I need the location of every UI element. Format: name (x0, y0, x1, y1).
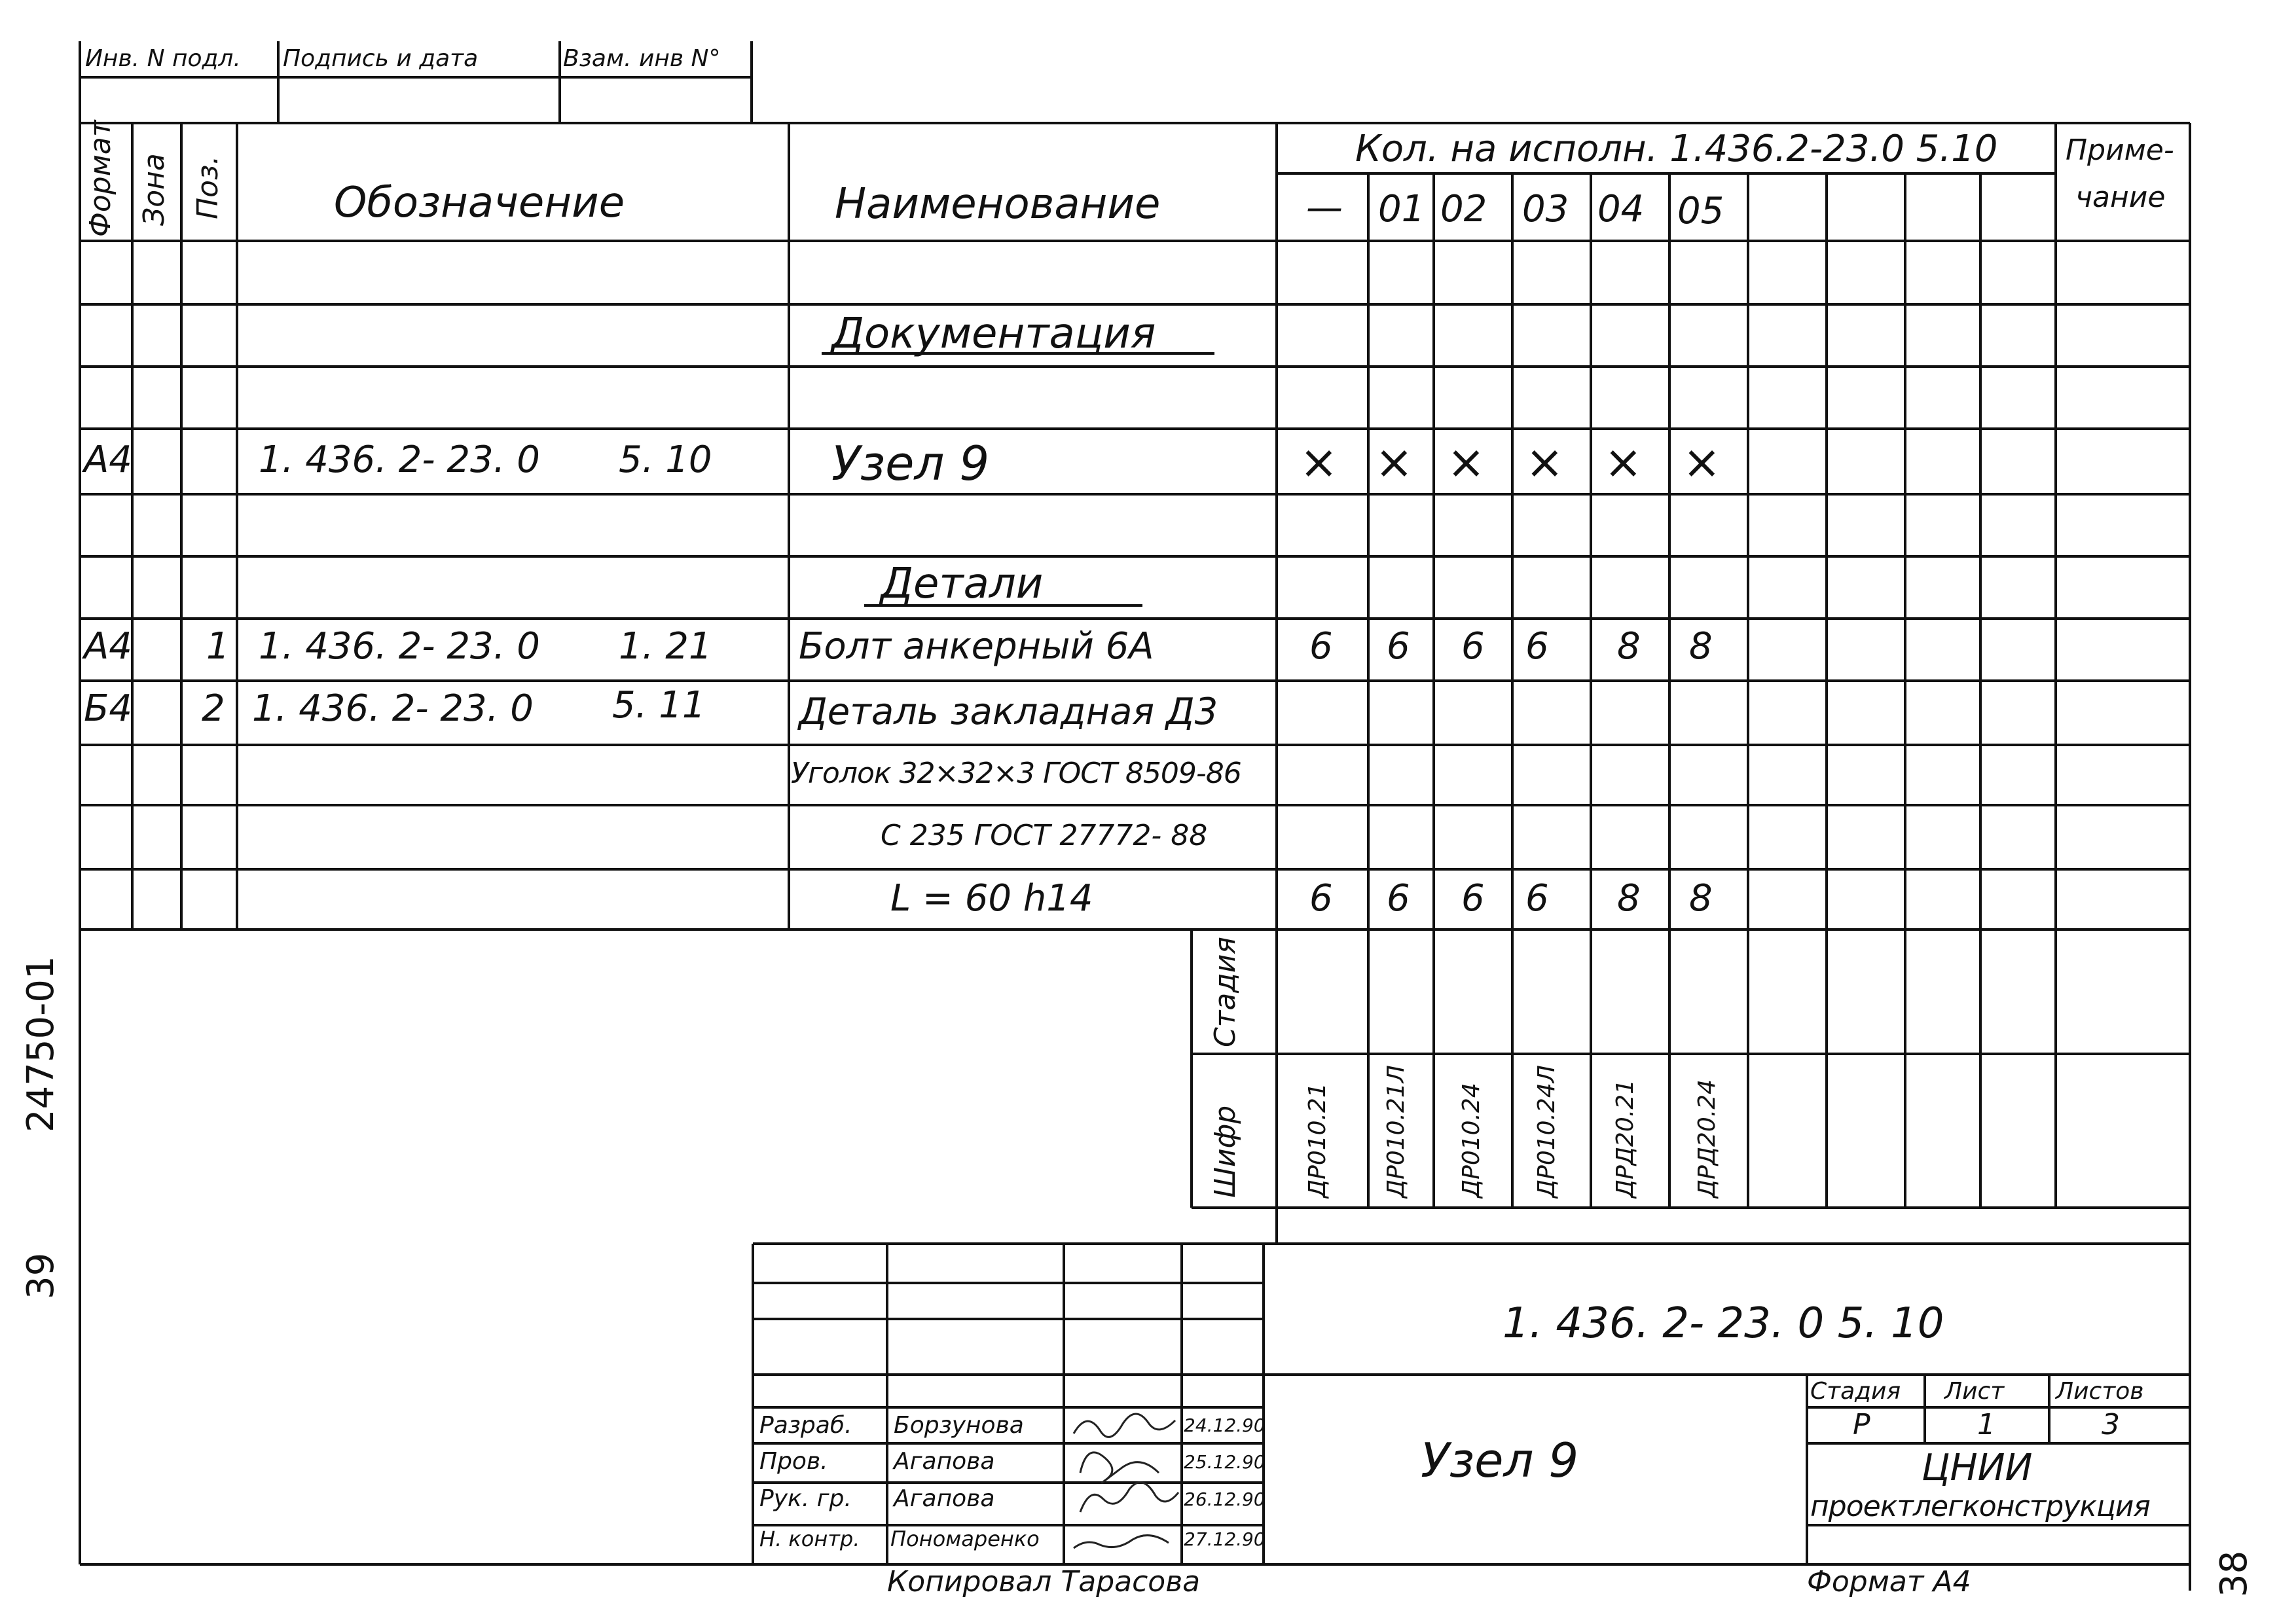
inv-podl-label: Инв. N подл. (85, 45, 241, 72)
tb-listov-value: 3 (2102, 1408, 2120, 1441)
part1-qty-01: 6 (1387, 625, 1410, 668)
page-number-right: 38 (2213, 1550, 2255, 1597)
doc-mark-05: × (1683, 435, 1721, 489)
doc-number: 1. 436. 2- 23. 0 5. 10 (1503, 1299, 1944, 1348)
length-qty-02: 6 (1461, 877, 1485, 920)
exec-col-base: — (1306, 187, 1343, 229)
part2-format: Б4 (84, 687, 133, 730)
length-qty-01: 6 (1387, 877, 1410, 920)
section-documentation: Документация (831, 310, 1156, 358)
steel-line: С 235 ГОСТ 27772- 88 (881, 819, 1208, 852)
doc-row-format: А4 (84, 439, 132, 481)
tb-list-value: 1 (1977, 1408, 1995, 1441)
exec-col-01: 01 (1378, 188, 1425, 230)
doc-mark-base: × (1300, 435, 1338, 489)
section-details: Детали (881, 560, 1044, 608)
role-n-kontr: Н. контр. (759, 1526, 860, 1551)
stadia-label: Стадия (1209, 937, 1242, 1047)
date-ruk-gr: 26.12.90 (1184, 1489, 1266, 1510)
page-number-left: 39 (20, 1252, 62, 1299)
part2-pos: 2 (202, 687, 225, 730)
length-qty-base: 6 (1309, 877, 1333, 920)
exec-col-04: 04 (1597, 188, 1645, 230)
name-n-kontr: Пономаренко (890, 1526, 1040, 1551)
ugolok-line: Уголок 32×32×3 ГОСТ 8509-86 (791, 757, 1241, 790)
length-qty-05: 8 (1689, 877, 1713, 920)
poz-header: Поз. (191, 155, 225, 219)
name-prov: Агапова (894, 1448, 995, 1475)
shifr-code-04: ДРД20.21 (1612, 1079, 1639, 1198)
org-line-2: проектлегконструкция (1810, 1490, 2150, 1523)
shifr-code-01: ДР010.21Л (1383, 1065, 1410, 1198)
length-qty-03: 6 (1525, 877, 1549, 920)
doc-mark-02: × (1447, 435, 1485, 489)
part1-qty-05: 8 (1689, 625, 1713, 668)
shifr-code-02: ДР010.24 (1458, 1083, 1485, 1198)
part1-qty-base: 6 (1309, 625, 1333, 668)
part1-sub: 1. 21 (619, 625, 712, 668)
tb-list-label: Лист (1944, 1378, 2005, 1405)
shifr-code-03: ДР010.24Л (1533, 1065, 1560, 1198)
primechanie-header-2: чание (2075, 181, 2166, 214)
role-prov: Пров. (759, 1448, 828, 1475)
vzam-label: Взам. инв N° (563, 45, 721, 72)
format-label: Формат А4 (1807, 1565, 1971, 1598)
part1-name: Болт анкерный 6А (799, 625, 1154, 668)
part2-designation: 1. 436. 2- 23. 0 (252, 687, 534, 730)
format-header: Формат (84, 120, 117, 237)
kol-header: Кол. на исполн. 1.436.2-23.0 5.10 (1355, 128, 1998, 170)
doc-row-sub: 5. 10 (619, 439, 712, 481)
oboznachenie-header: Обозначение (334, 179, 625, 227)
podpis-label: Подпись и дата (283, 45, 479, 72)
tb-listov-label: Листов (2056, 1378, 2144, 1405)
inventory-number: 24750-01 (20, 956, 62, 1132)
date-n-kontr: 27.12.90 (1184, 1528, 1266, 1550)
length-qty-04: 8 (1617, 877, 1641, 920)
tb-stadia-value: Р (1853, 1408, 1870, 1441)
shifr-code-base: ДР010.21 (1304, 1083, 1331, 1198)
naimenovanie-header: Наименование (835, 180, 1161, 228)
doc-row-name: Узел 9 (831, 436, 990, 491)
shifr-code-05: ДРД20.24 (1694, 1079, 1721, 1198)
part2-sub: 5. 11 (612, 684, 706, 727)
exec-col-03: 03 (1522, 188, 1569, 230)
part1-qty-02: 6 (1461, 625, 1485, 668)
date-prov: 25.12.90 (1184, 1451, 1266, 1473)
doc-mark-03: × (1525, 435, 1564, 489)
part1-qty-03: 6 (1525, 625, 1549, 668)
exec-col-05: 05 (1677, 190, 1724, 232)
name-ruk-gr: Агапова (894, 1485, 995, 1512)
title-block-title: Узел 9 (1421, 1433, 1579, 1488)
copied-by: Копировал Тарасова (887, 1565, 1201, 1598)
primechanie-header-1: Приме- (2066, 134, 2174, 167)
role-ruk-gr: Рук. гр. (759, 1485, 852, 1512)
tb-stadia-label: Стадия (1810, 1378, 1901, 1405)
role-razrab: Разраб. (759, 1412, 852, 1439)
part1-pos: 1 (206, 625, 230, 668)
doc-mark-04: × (1604, 435, 1643, 489)
part1-designation: 1. 436. 2- 23. 0 (259, 625, 540, 668)
exec-col-02: 02 (1440, 188, 1487, 230)
zona-header: Зона (137, 153, 171, 226)
part1-qty-04: 8 (1617, 625, 1641, 668)
org-line-1: ЦНИИ (1922, 1447, 2033, 1489)
date-razrab: 24.12.90 (1184, 1415, 1266, 1436)
part1-format: А4 (84, 625, 132, 668)
length-line: L = 60 h14 (890, 877, 1093, 920)
part2-name: Деталь закладная Д3 (799, 691, 1218, 733)
doc-mark-01: × (1375, 435, 1413, 489)
doc-row-designation: 1. 436. 2- 23. 0 (259, 439, 540, 481)
name-razrab: Борзунова (894, 1412, 1024, 1439)
shifr-label: Шифр (1209, 1105, 1242, 1198)
